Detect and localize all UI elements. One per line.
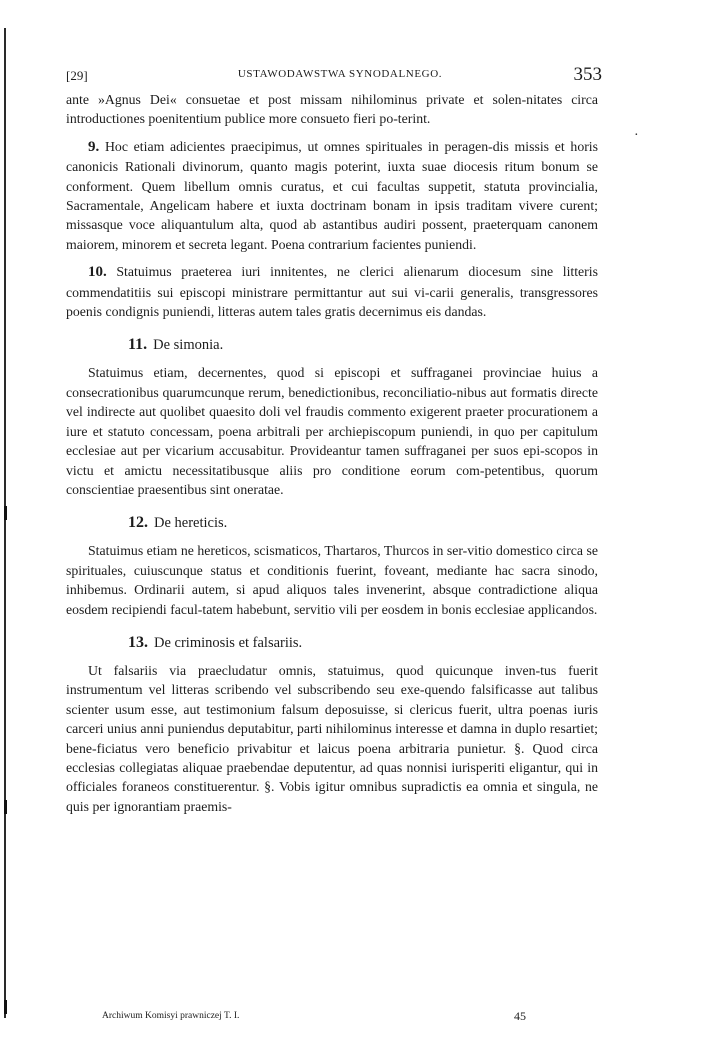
section-number: 11. (128, 336, 148, 354)
page-content (66, 62, 602, 816)
heading-criminosis (66, 633, 598, 653)
paragraph-text: Statuimus praeterea iuri innitentes, ne clerici alienarum diocesum sine litteris commendatitiis sui episcopi ministrare permittantur aut sui vi-carii generalis, transgressores poenis condignis puniendi, litteras autem tales gratis decernimus eis dandas. (66, 264, 598, 320)
paragraph-13: Ut falsariis via praecludatur omnis, statuimus, quod quicunque inven-tus fuerit instrumentum vel litteras scribendo vel subscribendo seu exe-quendo falsificasse aut talibus scienter usum esse, aut testimonium falsum deposuisse, si clericus fuerit, ultra poenas iuris carceri unius anni puniendus deputabitur, parti nihilominus interesse et damna in duplo resartiet; bene-ficiatus vero beneficio privabitur et laicus poena arbitraria punietur. §. Quod circa ecclesias collegiatas aliquae praebendae deputentur, ad quas nonnisi iurisperiti eligantur, qui in officiales foraneos constituerentur. §. Vobis igitur omnibus supradictis ea omnia et singula, ne quis per ignorantiam praemis- (66, 662, 598, 814)
heading-text: De hereticis. (154, 515, 228, 532)
running-title: USTAWODAWSTWA SYNODALNEGO. (237, 68, 443, 80)
margin-mark (4, 800, 7, 814)
heading-text: De simonia. (153, 337, 224, 354)
paragraph-12: Statuimus etiam ne hereticos, scismaticos, Thartaros, Thurcos in ser-vitio domestico circa se spirituales, cuiuscunque status et conditionis fuerint, foveant, mediante hac sacra sinodo, inhibemus. Ordinarii autem, si apud aliquos tales invenerint, absque contradictione aliqua eosdem recipiendi facul-tatem habebunt, servitio vili per eosdem in bonis ecclesiae applicandos. (66, 543, 598, 617)
heading-hereticis (66, 513, 598, 533)
paragraph-9 (66, 137, 598, 254)
folio-number: [29] (66, 68, 88, 83)
heading-text: De criminosis et falsariis. (154, 634, 303, 651)
text-body (66, 90, 598, 816)
margin-mark (4, 506, 7, 520)
section-number: 12. (128, 514, 148, 532)
heading-simonia (66, 335, 598, 355)
section-number: 13. (128, 633, 148, 651)
running-head (66, 62, 602, 90)
margin-dot: · (634, 128, 639, 143)
section-number: 10. (88, 264, 107, 281)
section-number: 9. (88, 138, 100, 155)
page-number: 353 (573, 64, 602, 85)
paragraph-text: Hoc etiam adicientes praecipimus, ut omnes spirituales in peragen-dis missis et horis canonicis Rationali divinorum, quanto magis poterint, iuxta suae diocesis ritum bonum se conforment. Quem libellum omnis curatus, et cui facultas suppetit, statuta provincialia, Sacramentale, Angelicam habere et iuxta doctrinam bonam in ipsis traditam vivere curent; missasque voce aliquantulum alta, quod ab astantibus audiri possent, praeterquam canonem maiorem, minorem et secreta legant. Poena contrarium facientes puniendi. (66, 138, 599, 252)
signature-left: Archiwum Komisyi prawniczej T. I. (102, 1011, 240, 1021)
page-edge-line (4, 28, 6, 1018)
margin-mark (4, 1000, 7, 1014)
paragraph-10 (66, 262, 598, 321)
paragraph-continuation: ante »Agnus Dei« consuetae et post missam nihilominus private et solen-nitates circa introductiones poenitentium publice more consueto fieri po-terint. (66, 92, 598, 127)
signature-number: 45 (514, 1009, 526, 1023)
paragraph-11: Statuimus etiam, decernentes, quod si episcopi et suffraganei provinciae huius a consecrationibus quarumcunque rerum, benedictionibus, reconciliatio-nibus aut formatis directe vel indirecte aut quolibet quaesito doli vel fraudis commento exigerent praeter procurationem a iure et statuto concessam, poena arbitrali per archiepiscopum puniendi, in quo per capitulum ecclesiae aut per vicarium accusabitur. Provideantur tamen suffraganei per suos epi-scopos in victu et amictu necessitatibusque aliis pro conditione eorum com-petentibus, quorum conscientiae praesentibus sint oneratae. (66, 365, 598, 497)
